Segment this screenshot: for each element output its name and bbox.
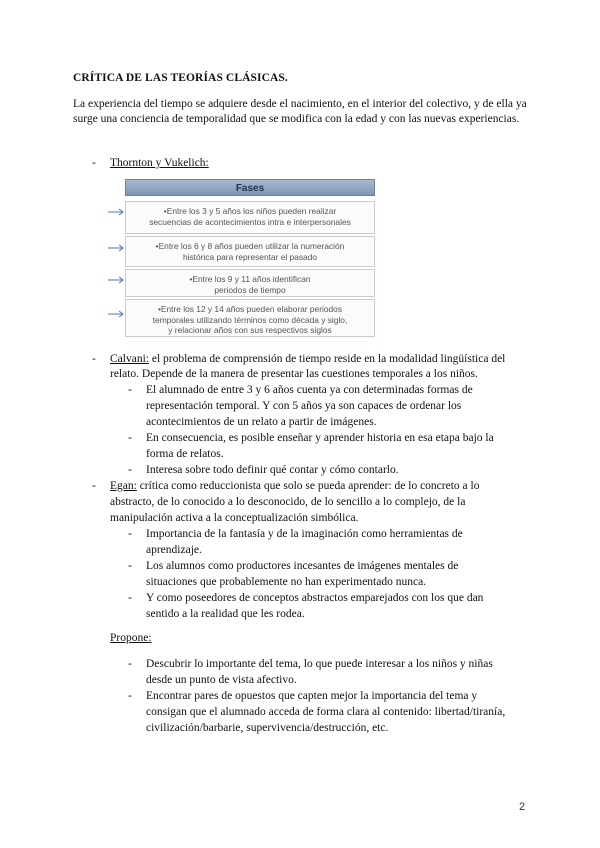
sub-bullet-dash: - xyxy=(128,592,132,604)
fase-box-line: •Entre los 9 y 11 años identifican xyxy=(189,274,311,284)
fase-box-1 xyxy=(125,201,375,234)
arrow-right-icon xyxy=(108,276,125,284)
calvani-sub-line: Interesa sobre todo definir qué contar y cómo contarlo. xyxy=(146,464,399,476)
fase-box-2 xyxy=(125,236,375,267)
propone-line: Descubrir lo importante del tema, lo que puede interesar a los niños y niñas xyxy=(146,658,493,670)
sub-bullet-dash: - xyxy=(128,432,132,444)
egan-text: crítica como reduccionista que solo se pueda aprender: de lo concreto a lo xyxy=(136,480,480,492)
arrow-right-icon xyxy=(108,244,125,252)
calvani-name: Calvani: xyxy=(110,353,149,365)
propone-line: consigan que el alumnado acceda de forma clara al contenido: libertad/tiranía, xyxy=(146,706,506,718)
sub-bullet-dash: - xyxy=(128,560,132,572)
fases-diagram xyxy=(108,179,376,339)
arrow-right-icon xyxy=(108,310,125,318)
fase-box-3 xyxy=(125,269,375,297)
propone-line: Encontrar pares de opuestos que capten mejor la importancia del tema y xyxy=(146,690,478,702)
section-heading: CRÍTICA DE LAS TEORÍAS CLÁSICAS. xyxy=(73,72,288,84)
egan-line-3: manipulación activa a la conceptualización simbólica. xyxy=(110,512,359,524)
calvani-line-1 xyxy=(110,352,505,367)
sub-bullet-dash: - xyxy=(128,528,132,540)
egan-sub-line: Los alumnos como productores incesantes de imágenes mentales de xyxy=(146,560,459,572)
calvani-sub-line: representación temporal. Y con 5 años ya son capaces de ordenar los xyxy=(146,400,462,412)
sub-bullet-dash: - xyxy=(128,690,132,702)
thornton-label: Thornton y Vukelich: xyxy=(110,157,209,169)
sub-bullet-dash: - xyxy=(128,384,132,396)
egan-line-2: abstracto, de lo conocido a lo desconocido, de lo sencillo a lo complejo, de la xyxy=(110,496,466,508)
bullet-dash: - xyxy=(92,157,96,169)
fases-header: Fases xyxy=(125,179,375,196)
sub-bullet-dash: - xyxy=(128,464,132,476)
propone-label: Propone: xyxy=(110,632,152,644)
propone-line: civilización/barbarie, supervivencia/destrucción, etc. xyxy=(146,722,389,734)
calvani-sub-line: acontecimientos de un relato a partir de imágenes. xyxy=(146,416,377,428)
egan-sub-line: Importancia de la fantasía y de la imaginación como herramientas de xyxy=(146,528,463,540)
calvani-sub-line: forma de relatos. xyxy=(146,448,224,460)
fase-box-line: •Entre los 6 y 8 años pueden utilizar la numeración xyxy=(155,241,345,251)
fase-box-line: histórica para representar el pasado xyxy=(182,251,318,262)
egan-line-1 xyxy=(110,479,479,494)
intro-paragraph: La experiencia del tiempo se adquiere desde el nacimiento, en el interior del colectivo, y de ella ya surge una conciencia de temporalidad que se modifica con la edad y con las nuevas experiencias. xyxy=(73,98,527,125)
egan-sub-line: situaciones que probablemente no han experimentado nunca. xyxy=(146,576,427,588)
calvani-sub-line: El alumnado de entre 3 y 6 años cuenta ya con determinadas formas de xyxy=(146,384,473,396)
fase-box-line: periodos de tiempo xyxy=(214,284,286,295)
egan-sub-line: sentido a la realidad que les rodea. xyxy=(146,608,305,620)
fase-box-4 xyxy=(125,299,375,337)
egan-name: Egan: xyxy=(110,480,137,492)
page-number: 2 xyxy=(519,801,526,813)
calvani-line-2: relato. Depende de la manera de presentar las cuestiones temporales a los niños. xyxy=(110,368,478,380)
arrow-right-icon xyxy=(108,208,125,216)
fase-box-line: secuencias de acontecimientos intra e interpersonales xyxy=(149,216,351,227)
fase-box-line: •Entre los 3 y 5 años los niños pueden realizar xyxy=(163,206,337,216)
fase-box-line: y relacionar años con sus respectivos siglos xyxy=(168,325,332,335)
propone-line: desde un punto de vista afectivo. xyxy=(146,674,297,686)
calvani-text: el problema de comprensión de tiempo reside en la modalidad lingüística del xyxy=(148,353,506,365)
egan-sub-line: Y como poseedores de conceptos abstractos emparejados con los que dan xyxy=(146,592,484,604)
fase-box-line: temporales utilizando términos como década y siglo, xyxy=(152,314,348,325)
egan-sub-line: aprendizaje. xyxy=(146,544,202,556)
calvani-sub-line: En consecuencia, es posible enseñar y aprender historia en esa etapa bajo la xyxy=(146,432,494,444)
bullet-dash: - xyxy=(92,353,96,365)
bullet-dash: - xyxy=(92,480,96,492)
sub-bullet-dash: - xyxy=(128,658,132,670)
fase-box-line: •Entre los 12 y 14 años pueden elaborar periodos xyxy=(157,304,343,314)
